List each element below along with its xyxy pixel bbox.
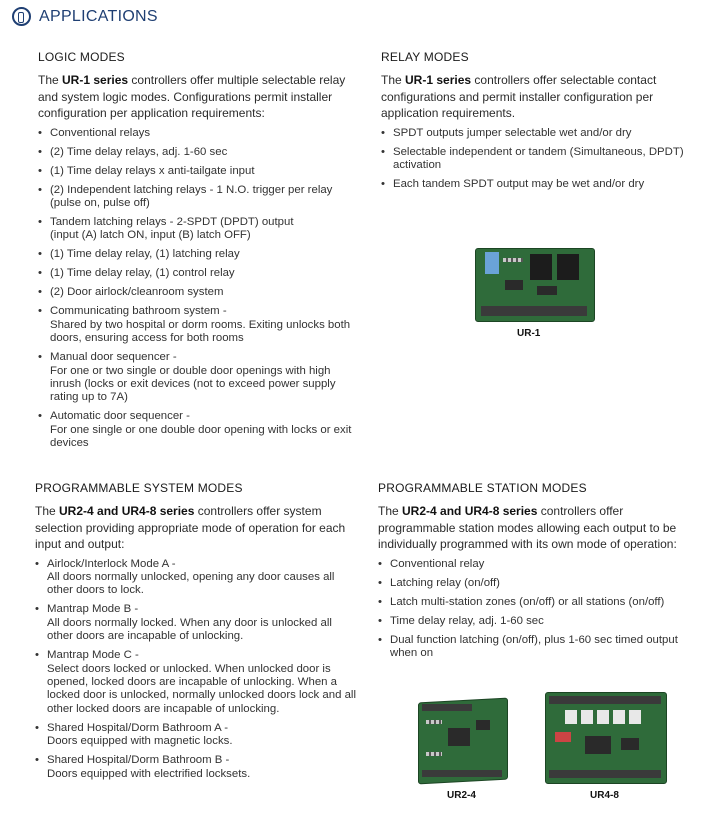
list-item: • Conventional relays	[38, 127, 358, 140]
programmable-system-modes-section	[35, 481, 360, 787]
section-title: PROGRAMMABLE STATION MODES	[378, 481, 587, 495]
list-item: • Latch multi-station zones (on/off) or all stations (on/off)	[378, 596, 703, 609]
list-item: • Shared Hospital/Dorm Bathroom B - Doors equipped with electrified locksets.	[35, 754, 360, 781]
list-item: • Each tandem SPDT output may be wet and/or dry	[381, 178, 699, 191]
ur4-8-board-image	[545, 692, 667, 784]
list-item: • (2) Door airlock/cleanroom system	[38, 286, 358, 299]
ur1-caption: UR-1	[517, 328, 541, 339]
list-item: • SPDT outputs jumper selectable wet and/or dry	[381, 127, 699, 140]
logic-modes-list	[38, 127, 358, 451]
list-item: • Manual door sequencer - For one or two single or double door openings with high inrush (locks or exit devices (not to exceed power supply rating up to 7A)	[38, 351, 358, 405]
section-intro: The UR2-4 and UR4-8 series controllers offer programmable station modes allowing each output to be individually programmed with its own mode of operation:	[378, 504, 677, 551]
list-item: • (1) Time delay relay, (1) latching relay	[38, 248, 358, 261]
list-item: • Automatic door sequencer - For one single or one double door opening with locks or exit devices	[38, 410, 358, 450]
programmable-station-modes-list	[378, 558, 703, 661]
list-item: • (2) Time delay relays, adj. 1-60 sec	[38, 146, 358, 159]
section-title: LOGIC MODES	[38, 50, 125, 64]
list-item: • Mantrap Mode B - All doors normally locked. When any door is unlocked all other doors are incapable of unlocking.	[35, 603, 360, 643]
list-item: • Selectable independent or tandem (Simultaneous, DPDT) activation	[381, 146, 699, 173]
ur2-4-board-image	[418, 700, 508, 782]
relay-modes-section	[381, 50, 699, 197]
list-item: • Dual function latching (on/off), plus 1-60 sec timed output when on	[378, 634, 703, 661]
list-item: • Shared Hospital/Dorm Bathroom A - Doors equipped with magnetic locks.	[35, 722, 360, 749]
programmable-system-modes-list	[35, 558, 360, 781]
list-item: • (1) Time delay relays x anti-tailgate input	[38, 165, 358, 178]
list-item: • Latching relay (on/off)	[378, 577, 703, 590]
section-intro: The UR-1 series controllers offer multiple selectable relay and system logic modes. Configurations permit installer configuration per application requirements:	[38, 73, 346, 120]
relay-modes-list	[381, 127, 699, 192]
programmable-station-modes-section	[378, 481, 703, 666]
logic-modes-section	[38, 50, 358, 456]
brand-logo-icon	[12, 7, 31, 26]
section-title: PROGRAMMABLE SYSTEM MODES	[35, 481, 243, 495]
section-title: RELAY MODES	[381, 50, 469, 64]
list-item: • Airlock/Interlock Mode A - All doors normally unlocked, opening any door causes all other doors to lock.	[35, 558, 360, 598]
section-intro: The UR-1 series controllers offer selectable contact configurations and permit installer configuration per application requirements.	[381, 73, 657, 120]
page-header	[12, 7, 158, 26]
list-item: • Tandem latching relays - 2-SPDT (DPDT) output (input (A) latch ON, input (B) latch OFF)	[38, 216, 358, 243]
ur4-8-caption: UR4-8	[590, 790, 619, 801]
section-intro: The UR2-4 and UR4-8 series controllers offer system selection providing appropriate mode of operation for each input and output:	[35, 504, 346, 551]
list-item: • (1) Time delay relay, (1) control relay	[38, 267, 358, 280]
ur2-4-caption: UR2-4	[447, 790, 476, 801]
ur1-board-image	[475, 240, 595, 325]
list-item: • Mantrap Mode C - Select doors locked or unlocked. When unlocked door is opened, locked doors are incapable of unlocking. When a locked door is unlocked, normally unlocked doors lock and all other locked doors are incapable of unlocking.	[35, 649, 360, 716]
list-item: • (2) Independent latching relays - 1 N.O. trigger per relay (pulse on, pulse off)	[38, 184, 358, 211]
list-item: • Conventional relay	[378, 558, 703, 571]
list-item: • Communicating bathroom system - Shared by two hospital or dorm rooms. Exiting unlocks both doors, ensuring access for both rooms	[38, 305, 358, 345]
list-item: • Time delay relay, adj. 1-60 sec	[378, 615, 703, 628]
page-title: APPLICATIONS	[39, 7, 158, 25]
